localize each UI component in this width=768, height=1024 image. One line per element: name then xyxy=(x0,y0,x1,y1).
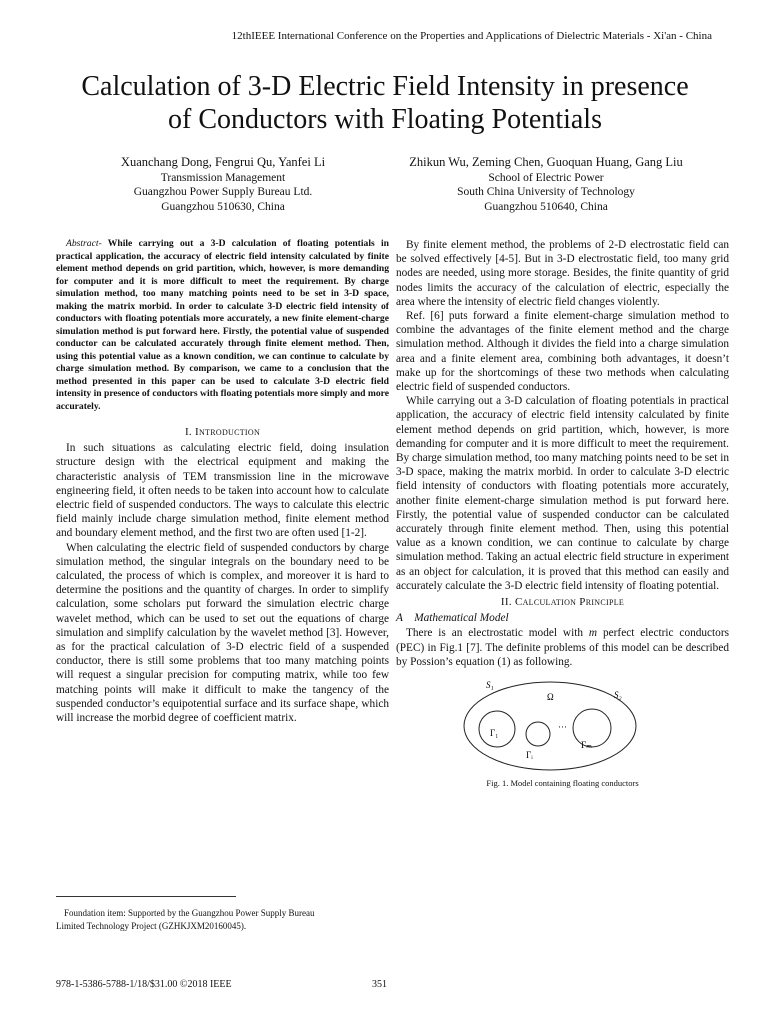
label-gamma-1: Γ₁ xyxy=(490,728,499,739)
right-column xyxy=(396,238,729,790)
model-text-a: There is an electrostatic model with xyxy=(406,627,589,640)
intro-paragraph-2: When calculating the electric field of suspended conductors by charge simulation method, the singular integrals on the boundary need to be calculated, the process of which is complex, and moreover it is hard to determine the positions and the quantity of charges. In order to simplify calculation, some scholars put forward the simulation electric charge wavelet method, which can be used to set out the equations of charge simulation and simplify calculation by the wavelet method [3]. However, as for the practical calculation of 3-D electric field of a suspended conductor, there is still some problems that too many matching points will request a singular precision for computing matrix, while too few matching points will make it difficult to make the tangency of the suspended conductor’s equipotential surface and its surface shape, which will increase the morbid degree of coefficient matrix. xyxy=(56,541,389,725)
author-city-left: Guangzhou 510630, China xyxy=(161,200,285,213)
model-text-m: m xyxy=(588,627,598,640)
floating-conductors-diagram xyxy=(396,674,729,774)
footnote-divider xyxy=(56,896,236,897)
isbn-copyright: 978-1-5386-5788-1/18/$31.00 ©2018 IEEE xyxy=(56,979,232,990)
abstract xyxy=(56,238,389,413)
paper-title xyxy=(40,70,730,136)
subsection-a-heading xyxy=(396,611,729,625)
label-gamma-i: Γᵢ xyxy=(526,750,533,761)
label-s1: S₁ xyxy=(486,680,494,691)
section-2-title: Calculation Principle xyxy=(514,596,625,609)
right-paragraph-3: While carrying out a 3-D calculation of floating potentials in practical application, the accuracy of electric field intensity calculated by finite element method depends on grid partition, which, however, is more demanding for computer and it is more difficult to meet the requirement. By charge simulation method, too many matching points need to be set in 3-D space, making the matrix morbid. In order to calculate 3-D electric field intensity of conductors with floating potentials more accurately, another finite element-charge simulation method is put forward here. Firstly, the potential value of suspended conductor can be calculated accurately through finite element method. Then, using this potential value as a known condition, we can continue to calculate by charge simulation method. Taking an actual electric field structure in experiment as an object for calculation, it is proved that this method can easily and accurately calculate the 3-D electric field intensity of floating potential. xyxy=(396,395,729,592)
section-1-title: Introduction xyxy=(195,426,261,438)
author-names-right: Zhikun Wu, Zeming Chen, Guoquan Huang, Gang Liu xyxy=(409,155,683,169)
author-org-left: Guangzhou Power Supply Bureau Ltd. xyxy=(133,186,313,198)
author-city-right: Guangzhou 510640, China xyxy=(484,200,608,213)
right-paragraph-1: By finite element method, the problems of 2-D electrostatic field can be solved effectively [4-5]. But in 3-D electrostatic field, too many grid nodes are needed, using more storage. Besides, the finite quantity of grid nodes limits the accuracy of the calculation of electric, especially the area where the intensity of electric field changes violently. xyxy=(396,239,729,308)
author-names-left: Xuanchang Dong, Fengrui Qu, Yanfei Li xyxy=(120,155,326,169)
abstract-text: While carrying out a 3-D calculation of floating potentials in practical application, the accuracy of electric field intensity calculated by finite element method depends on grid partition, which, however, is more demanding for computer and it is more difficult to meet the requirement. By charge simulation method, too many matching points need to be set in 3-D space, making the matrix morbid. In order to calculate 3-D electric field intensity of conductors with floating potentials more accurately, a new finite element-charge simulation method is put forward here. Firstly, the potential value of suspended conductor can be calculated accurately through finite element method. Then, using this potential value as a known condition, we can continue to calculate by charge simulation method. By comparison, we came to a conclusion that the method presented in this paper can be used to calculate 3-D electric field intensity in presence of conductors with floating potentials more simply and more accurately. xyxy=(56,238,389,412)
conference-header: 12thIEEE International Conference on the Properties and Applications of Dielectric Materials - Xi'an - China xyxy=(231,30,712,42)
conductor-m-circle xyxy=(573,709,611,747)
conductor-i-circle xyxy=(526,722,550,746)
model-text-b: perfect electric conductors (PEC) in Fig.1 [7]. The definite problems of this model can be described by Possion’s equation (1) as following. xyxy=(396,627,729,668)
subsection-a-title: Mathematical Model xyxy=(414,612,509,625)
label-s2: S₂ xyxy=(614,690,622,701)
title-line-1: Calculation of 3-D Electric Field Intensity in presence xyxy=(81,71,689,102)
author-org-right: South China University of Technology xyxy=(457,186,635,198)
section-2-number: II. xyxy=(500,596,512,609)
label-dots: ··· xyxy=(558,722,567,733)
subsection-a-letter: A xyxy=(396,612,403,625)
figure-1-caption: Fig. 1. Model containing floating conductors xyxy=(486,778,639,789)
footnote-line-2: Limited Technology Project (GZHKJXM20160045). xyxy=(56,921,247,931)
section-1-heading xyxy=(56,425,389,439)
abstract-label: Abstract- xyxy=(66,238,102,249)
title-line-2: of Conductors with Floating Potentials xyxy=(168,104,602,135)
page-number: 351 xyxy=(372,979,387,990)
label-omega: Ω xyxy=(547,692,554,703)
intro-paragraph-1: In such situations as calculating electric field, doing insulation structure design with the electrical equipment and making the characteristic analysis of TEM transmission line in the microwave engineering field, it often needs to be taken into account how to calculate electric field of suspended conductors. The ways to calculate this electric field mainly include charge simulation method, finite element method and boundary element method, and the first two are often used [1-2]. xyxy=(56,442,389,540)
section-2-heading xyxy=(396,595,729,609)
footnote-line-1: Foundation item: Supported by the Guangzhou Power Supply Bureau xyxy=(64,908,315,918)
label-gamma-m: Γₘ xyxy=(581,740,592,751)
footnote xyxy=(56,907,376,933)
author-block-right xyxy=(396,155,696,214)
left-column xyxy=(56,238,389,725)
author-dept-right: School of Electric Power xyxy=(488,171,604,184)
model-paragraph xyxy=(396,626,729,669)
right-paragraph-2: Ref. [6] puts forward a finite element-charge simulation method to combine the advantages of the finite element method and the charge simulation method. Although it divides the field into a charge simulation area and a finite element area, combining both advantages, it doesn’t make up for the shortcomings of these two methods when calculating electric field of suspended conductors. xyxy=(396,310,729,394)
section-1-number: I. xyxy=(184,426,192,438)
author-dept-left: Transmission Management xyxy=(160,171,286,184)
author-block-left xyxy=(73,155,373,214)
figure-1 xyxy=(396,674,729,774)
